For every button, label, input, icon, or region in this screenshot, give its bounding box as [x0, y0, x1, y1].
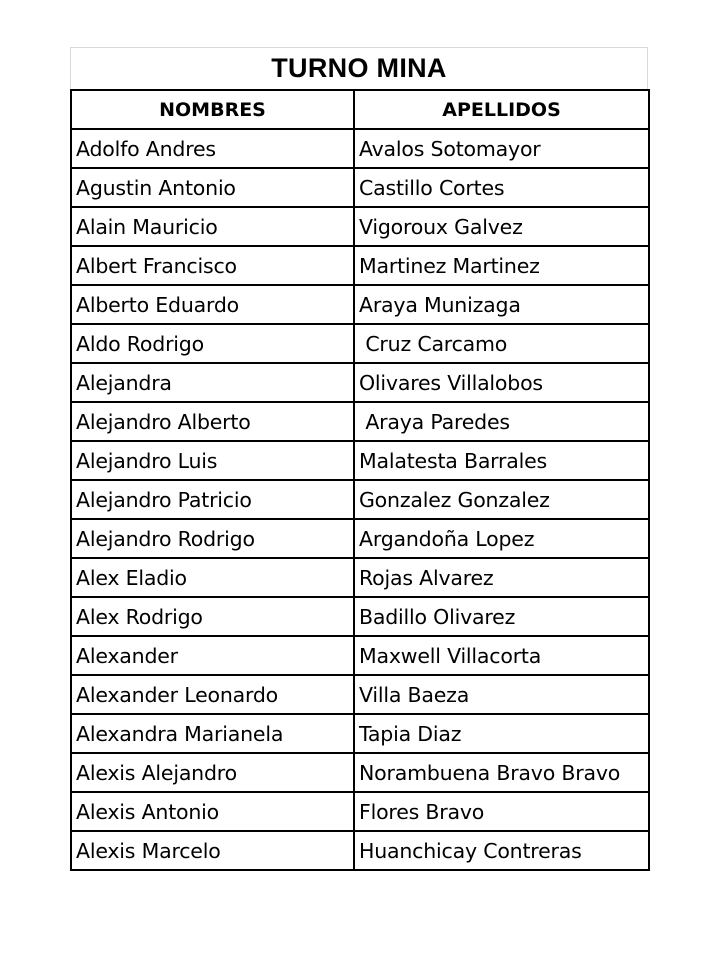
cell-nombres[interactable]: Alberto Eduardo: [71, 285, 354, 324]
cell-apellidos[interactable]: Tapia Diaz: [354, 714, 649, 753]
table-row: [71, 246, 649, 285]
cell-nombres[interactable]: Alejandro Rodrigo: [71, 519, 354, 558]
cell-nombres[interactable]: Albert Francisco: [71, 246, 354, 285]
table-row: [71, 402, 649, 441]
table-row: [71, 363, 649, 402]
table-row: [71, 324, 649, 363]
roster-table: [70, 89, 650, 871]
cell-apellidos[interactable]: Rojas Alvarez: [354, 558, 649, 597]
cell-nombres[interactable]: Alejandro Patricio: [71, 480, 354, 519]
cell-apellidos[interactable]: Avalos Sotomayor: [354, 129, 649, 168]
cell-apellidos[interactable]: Vigoroux Galvez: [354, 207, 649, 246]
cell-nombres[interactable]: Alejandro Luis: [71, 441, 354, 480]
table-row: [71, 285, 649, 324]
table-row: [71, 675, 649, 714]
table-row: [71, 831, 649, 870]
cell-apellidos[interactable]: Maxwell Villacorta: [354, 636, 649, 675]
cell-nombres[interactable]: Alexandra Marianela: [71, 714, 354, 753]
table-row: [71, 168, 649, 207]
cell-nombres[interactable]: Adolfo Andres: [71, 129, 354, 168]
cell-nombres[interactable]: Alex Eladio: [71, 558, 354, 597]
cell-apellidos[interactable]: Castillo Cortes: [354, 168, 649, 207]
cell-nombres[interactable]: Agustin Antonio: [71, 168, 354, 207]
cell-apellidos[interactable]: Martinez Martinez: [354, 246, 649, 285]
cell-nombres[interactable]: Alejandro Alberto: [71, 402, 354, 441]
cell-nombres[interactable]: Alex Rodrigo: [71, 597, 354, 636]
table-row: [71, 558, 649, 597]
cell-apellidos[interactable]: Huanchicay Contreras: [354, 831, 649, 870]
cell-apellidos[interactable]: Malatesta Barrales: [354, 441, 649, 480]
cell-nombres[interactable]: Aldo Rodrigo: [71, 324, 354, 363]
cell-nombres[interactable]: Alexis Antonio: [71, 792, 354, 831]
cell-apellidos[interactable]: Cruz Carcamo: [354, 324, 649, 363]
cell-nombres[interactable]: Alexander: [71, 636, 354, 675]
table-row: [71, 597, 649, 636]
header-nombres[interactable]: NOMBRES: [71, 90, 354, 129]
cell-apellidos[interactable]: Araya Munizaga: [354, 285, 649, 324]
table-row: [71, 792, 649, 831]
cell-apellidos[interactable]: Norambuena Bravo Bravo: [354, 753, 649, 792]
cell-apellidos[interactable]: Gonzalez Gonzalez: [354, 480, 649, 519]
table-row: [71, 207, 649, 246]
table-body: [71, 129, 649, 870]
cell-apellidos[interactable]: Argandoña Lopez: [354, 519, 649, 558]
spreadsheet: [70, 47, 648, 871]
header-apellidos[interactable]: APELLIDOS: [354, 90, 649, 129]
sheet-title[interactable]: TURNO MINA: [70, 47, 648, 89]
table-row: [71, 636, 649, 675]
cell-nombres[interactable]: Alexis Marcelo: [71, 831, 354, 870]
cell-apellidos[interactable]: Olivares Villalobos: [354, 363, 649, 402]
cell-apellidos[interactable]: Flores Bravo: [354, 792, 649, 831]
table-row: [71, 480, 649, 519]
cell-apellidos[interactable]: Badillo Olivarez: [354, 597, 649, 636]
cell-apellidos[interactable]: Araya Paredes: [354, 402, 649, 441]
table-row: [71, 441, 649, 480]
table-row: [71, 519, 649, 558]
cell-nombres[interactable]: Alexis Alejandro: [71, 753, 354, 792]
cell-nombres[interactable]: Alejandra: [71, 363, 354, 402]
cell-apellidos[interactable]: Villa Baeza: [354, 675, 649, 714]
table-row: [71, 129, 649, 168]
cell-nombres[interactable]: Alexander Leonardo: [71, 675, 354, 714]
cell-nombres[interactable]: Alain Mauricio: [71, 207, 354, 246]
table-row: [71, 714, 649, 753]
header-row: [71, 90, 649, 129]
table-row: [71, 753, 649, 792]
